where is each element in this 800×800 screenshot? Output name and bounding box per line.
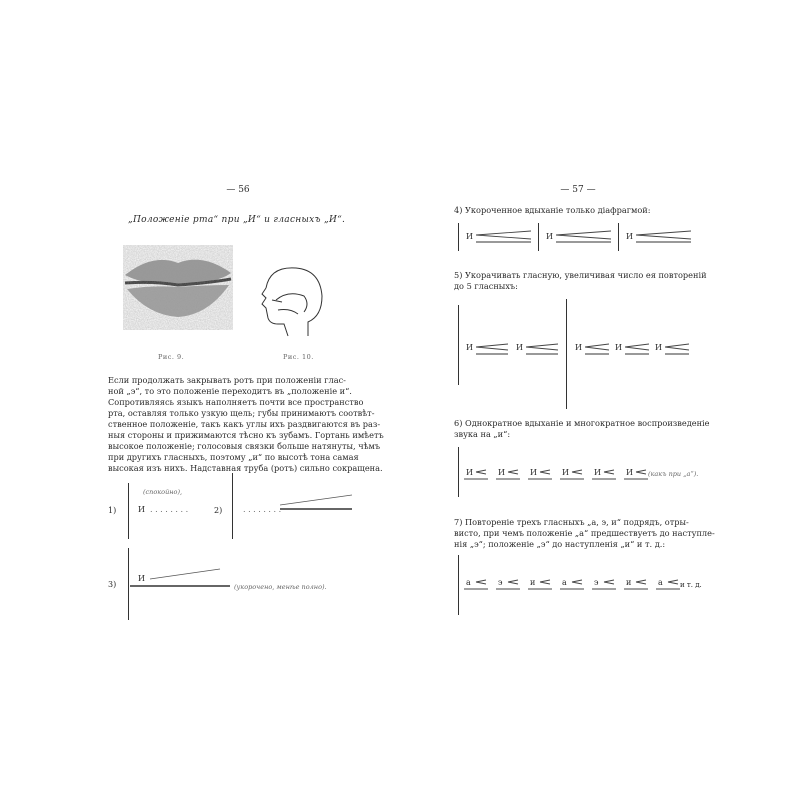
paragraph-line: Если продолжать закрывать ротъ при положеніи глас- bbox=[108, 375, 346, 385]
vowel-label: И bbox=[530, 468, 537, 477]
diminuendo-wedge bbox=[476, 229, 531, 243]
vowel-label: И bbox=[516, 343, 523, 352]
exercise-text: 6) Однократное вдыханіе и многократное воспроизведеніе bbox=[454, 418, 710, 428]
diagram-note: (укорочено, менѣе полно). bbox=[234, 583, 327, 591]
vowel-label: э bbox=[498, 578, 503, 587]
page-number: — 56 bbox=[226, 185, 250, 195]
exercise-text: висто, при чемъ положеніе „а“ предшествуетъ до наступле- bbox=[454, 528, 715, 538]
paragraph-line: ственное положеніе, такъ какъ углы ихъ раздвигаются въ раз- bbox=[108, 419, 381, 429]
bar-line bbox=[538, 223, 539, 251]
exercise-text: 7) Повтореніе трехъ гласныхъ „а, э, и“ подрядъ, отры- bbox=[454, 517, 689, 527]
vowel-label: И bbox=[138, 574, 145, 583]
left-page bbox=[108, 185, 384, 635]
lips-photo bbox=[123, 245, 233, 330]
diminuendo-wedge bbox=[625, 341, 649, 355]
dotted-line: . . . . . . . . bbox=[150, 505, 189, 514]
page-number: — 57 — bbox=[560, 185, 596, 195]
exercise-text: 4) Укороченное вдыханіе только діафрагмой: bbox=[454, 205, 651, 215]
exercise-text: 5) Укорачивать гласную, увеличивая число ея повтореній bbox=[454, 270, 707, 280]
staccato-underline bbox=[464, 577, 680, 591]
paragraph-line: Сопротивляясь языкъ наполняетъ почти все пространство bbox=[108, 397, 364, 407]
marker-label: 2) bbox=[214, 506, 223, 515]
vowel-label: И bbox=[615, 343, 622, 352]
marker-label: 3) bbox=[108, 580, 117, 589]
vowel-label: И bbox=[594, 468, 601, 477]
diminuendo-wedge bbox=[526, 341, 558, 355]
exercise-text: звука на „и“: bbox=[454, 429, 511, 439]
vowel-label: И bbox=[546, 232, 553, 241]
paragraph-line: ныя стороны и прижимаются тѣсно къ зубамъ. Гортань имѣетъ bbox=[108, 430, 384, 440]
diminuendo-wedge bbox=[665, 341, 689, 355]
diminuendo-wedge bbox=[556, 229, 611, 243]
paragraph-line: рта, оставляя только узкую щель; губы принимаютъ соотвѣт- bbox=[108, 408, 375, 418]
vowel-label: а bbox=[562, 578, 567, 587]
exercise-text: нія „э“; положеніе „э“ до наступленія „и“ и т. д.: bbox=[454, 539, 666, 549]
vowel-label: И bbox=[655, 343, 662, 352]
continuation-label: и т. д. bbox=[680, 581, 702, 589]
vowel-label: И bbox=[466, 468, 473, 477]
diminuendo-wedge bbox=[476, 341, 508, 355]
bar-line bbox=[458, 555, 459, 615]
vowel-label: И bbox=[498, 468, 505, 477]
paragraph-line: ной „э“, то это положеніе переходитъ въ „положеніе и“. bbox=[108, 386, 352, 396]
exercise-text: до 5 гласныхъ: bbox=[454, 281, 518, 291]
bar-line bbox=[566, 299, 567, 409]
vowel-label: И bbox=[626, 232, 633, 241]
head-section-drawing bbox=[248, 260, 328, 340]
vowel-label: И bbox=[466, 232, 473, 241]
paragraph-line: при другихъ гласныхъ, поэтому „и“ по высотѣ тона самая bbox=[108, 452, 359, 462]
vowel-label: и bbox=[530, 578, 536, 587]
bar-line bbox=[618, 223, 619, 251]
paragraph-line: высокая изъ нихъ. Надставная труба (ротъ) сильно сокращена. bbox=[108, 463, 383, 473]
bar-line bbox=[232, 473, 233, 539]
bar-line bbox=[458, 447, 459, 497]
vowel-label: И bbox=[138, 505, 145, 514]
diminuendo-wedge bbox=[636, 229, 691, 243]
page-title: „Положеніе рта“ при „И“ и гласныхъ „И“. bbox=[128, 215, 346, 225]
diagram-note: (спокойно), bbox=[143, 488, 183, 496]
diminuendo-wedge bbox=[585, 341, 609, 355]
vowel-label: и bbox=[626, 578, 632, 587]
bar-line bbox=[128, 483, 129, 539]
dotted-line: . . . . . . . . bbox=[243, 505, 282, 514]
paragraph-line: высокое положеніе; голосовыя связки больше натянуты, чѣмъ bbox=[108, 441, 381, 451]
diagram-note: (какъ при „а“). bbox=[648, 470, 699, 478]
bar-line bbox=[458, 223, 459, 251]
figure-caption: Рис. 9. bbox=[158, 353, 185, 361]
vowel-label: И bbox=[562, 468, 569, 477]
right-page bbox=[448, 185, 715, 635]
crescendo-wedge bbox=[280, 493, 352, 513]
vowel-label: И bbox=[626, 468, 633, 477]
vowel-label: э bbox=[594, 578, 599, 587]
staccato-underline bbox=[464, 467, 654, 481]
vowel-label: а bbox=[658, 578, 663, 587]
crescendo-wedge bbox=[130, 565, 230, 589]
figure-caption: Рис. 10. bbox=[283, 353, 314, 361]
bar-line bbox=[458, 305, 459, 385]
marker-label: 1) bbox=[108, 506, 117, 515]
vowel-label: И bbox=[466, 343, 473, 352]
vowel-label: И bbox=[575, 343, 582, 352]
vowel-label: а bbox=[466, 578, 471, 587]
